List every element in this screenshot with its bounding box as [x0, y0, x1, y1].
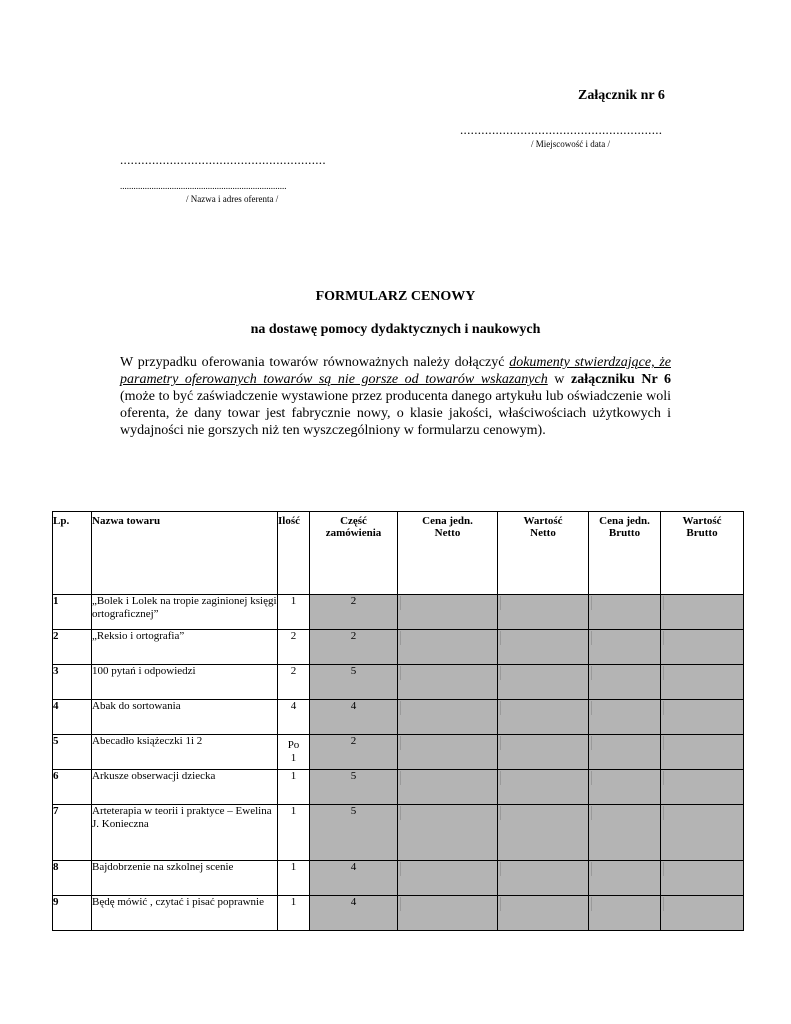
- row-qty: Po 1: [278, 735, 310, 770]
- bidder-name-line: ..........................................................: [120, 152, 326, 167]
- row-value-net-cell[interactable]: [498, 896, 589, 931]
- row-unit-gross-cell[interactable]: [589, 595, 661, 630]
- row-lp: 4: [53, 700, 92, 735]
- row-unit-gross-cell[interactable]: [589, 700, 661, 735]
- row-name: 100 pytań i odpowiedzi: [92, 665, 278, 700]
- table-row: [53, 896, 744, 931]
- header-unit-gross: [589, 512, 661, 595]
- row-unit-gross-cell[interactable]: [589, 805, 661, 861]
- row-value-net-cell[interactable]: [498, 770, 589, 805]
- row-lp: 5: [53, 735, 92, 770]
- row-value-net-cell[interactable]: [498, 700, 589, 735]
- row-qty: 1: [278, 805, 310, 861]
- row-unit-gross-cell[interactable]: [589, 665, 661, 700]
- para-text-1: W przypadku oferowania towarów równoważnych należy dołączyć: [120, 355, 510, 370]
- row-name: Bajdobrzenie na szkolnej scenie: [92, 861, 278, 896]
- header-part: [310, 512, 398, 595]
- row-unit-net-cell[interactable]: [398, 896, 498, 931]
- header-value-gross-l2: Brutto: [686, 527, 718, 539]
- row-unit-net-cell[interactable]: [398, 665, 498, 700]
- row-value-net-cell[interactable]: [498, 630, 589, 665]
- header-part-l2: zamówienia: [325, 527, 382, 539]
- row-value-gross-cell[interactable]: [661, 700, 744, 735]
- row-part: 2: [310, 735, 398, 770]
- row-name: Arkusze obserwacji dziecka: [92, 770, 278, 805]
- header-value-gross-l1: Wartość: [682, 515, 722, 527]
- row-part: 4: [310, 896, 398, 931]
- row-lp: 2: [53, 630, 92, 665]
- form-title: FORMULARZ CENOWY: [315, 289, 476, 304]
- row-name: Abecadło książeczki 1i 2: [92, 735, 278, 770]
- row-unit-net-cell[interactable]: [398, 861, 498, 896]
- row-part: 5: [310, 770, 398, 805]
- header-unit-net-l2: Netto: [434, 527, 461, 539]
- row-lp: 3: [53, 665, 92, 700]
- row-unit-gross-cell[interactable]: [589, 896, 661, 931]
- row-unit-gross-cell[interactable]: [589, 770, 661, 805]
- row-unit-net-cell[interactable]: [398, 700, 498, 735]
- row-value-net-cell[interactable]: [498, 595, 589, 630]
- para-text-2: w: [547, 372, 571, 387]
- header-unit-net-l1: Cena jedn.: [422, 515, 473, 527]
- place-date-caption: / Miejscowość i data /: [531, 139, 610, 149]
- row-value-gross-cell[interactable]: [661, 805, 744, 861]
- row-value-gross-cell[interactable]: [661, 630, 744, 665]
- row-unit-gross-cell[interactable]: [589, 630, 661, 665]
- row-value-gross-cell[interactable]: [661, 896, 744, 931]
- row-value-net-cell[interactable]: [498, 805, 589, 861]
- row-qty: 1: [278, 861, 310, 896]
- bidder-caption: / Nazwa i adres oferenta /: [186, 194, 279, 204]
- place-date-line: .........................................................: [460, 122, 663, 137]
- row-lp: 9: [53, 896, 92, 931]
- row-part: 4: [310, 700, 398, 735]
- row-part: 5: [310, 805, 398, 861]
- price-table: [52, 511, 744, 931]
- row-unit-net-cell[interactable]: [398, 595, 498, 630]
- para-text-3: (może to być zaświadczenie wystawione przez producenta danego artykułu lub oświadczenie woli oferenta, że dany towar jest fabrycznie nowy, o klasie jakości, właściwościach użytkowych i wydajności nie gorszych niż ten wyszczególniony w formularzu cenowym).: [120, 389, 671, 438]
- header-value-gross: [661, 512, 744, 595]
- row-lp: 6: [53, 770, 92, 805]
- row-value-net-cell[interactable]: [498, 861, 589, 896]
- row-value-gross-cell[interactable]: [661, 595, 744, 630]
- row-name: Abak do sortowania: [92, 700, 278, 735]
- header-value-net-l1: Wartość: [523, 515, 563, 527]
- table-row: [53, 861, 744, 896]
- row-value-gross-cell[interactable]: [661, 770, 744, 805]
- row-unit-net-cell[interactable]: [398, 735, 498, 770]
- row-unit-gross-cell[interactable]: [589, 735, 661, 770]
- row-value-net-cell[interactable]: [498, 665, 589, 700]
- bidder-address-line: ..........................................................................: [120, 181, 287, 191]
- row-lp: 1: [53, 595, 92, 630]
- table-row: [53, 735, 744, 770]
- row-part: 4: [310, 861, 398, 896]
- table-header-row: [53, 512, 744, 595]
- header-value-net-l2: Netto: [530, 527, 556, 539]
- table-row: [53, 805, 744, 861]
- row-value-gross-cell[interactable]: [661, 735, 744, 770]
- row-name: Będę mówić , czytać i pisać poprawnie: [92, 896, 278, 931]
- header-lp: Lp.: [53, 512, 92, 595]
- row-qty: 2: [278, 630, 310, 665]
- row-lp: 7: [53, 805, 92, 861]
- table-row: [53, 665, 744, 700]
- header-qty: Ilość: [278, 512, 310, 595]
- para-emphasis: dokumenty stwierdzające, że parametry oferowanych towarów są nie gorsze od towarów wskazanych: [120, 355, 671, 387]
- row-lp: 8: [53, 861, 92, 896]
- row-qty: 1: [278, 896, 310, 931]
- row-unit-net-cell[interactable]: [398, 630, 498, 665]
- header-unit-gross-l1: Cena jedn.: [599, 515, 650, 527]
- row-qty: 4: [278, 700, 310, 735]
- header-unit-net: [398, 512, 498, 595]
- row-qty: 2: [278, 665, 310, 700]
- form-subtitle: na dostawę pomocy dydaktycznych i naukowych: [250, 322, 541, 337]
- row-unit-gross-cell[interactable]: [589, 861, 661, 896]
- header-unit-gross-l2: Brutto: [608, 527, 641, 539]
- table-row: [53, 630, 744, 665]
- row-unit-net-cell[interactable]: [398, 770, 498, 805]
- header-part-l1: Część: [340, 515, 367, 527]
- row-qty: 1: [278, 595, 310, 630]
- row-part: 5: [310, 665, 398, 700]
- header-value-net: [498, 512, 589, 595]
- row-part: 2: [310, 630, 398, 665]
- annex-number: Załącznik nr 6: [578, 88, 665, 103]
- para-annex-ref: załączniku Nr 6: [571, 372, 671, 387]
- row-value-gross-cell[interactable]: [661, 665, 744, 700]
- row-name: „Reksio i ortografia”: [92, 630, 278, 665]
- row-name: „Bolek i Lolek na tropie zaginionej księgi ortograficznej”: [92, 595, 278, 630]
- row-value-net-cell[interactable]: [498, 735, 589, 770]
- row-part: 2: [310, 595, 398, 630]
- table-row: [53, 770, 744, 805]
- instructions-paragraph: [120, 354, 671, 439]
- row-qty: 1: [278, 770, 310, 805]
- row-unit-net-cell[interactable]: [398, 805, 498, 861]
- header-name: Nazwa towaru: [92, 512, 278, 595]
- table-row: [53, 700, 744, 735]
- row-name: Arteterapia w teorii i praktyce – Ewelina J. Konieczna: [92, 805, 278, 861]
- row-value-gross-cell[interactable]: [661, 861, 744, 896]
- table-row: [53, 595, 744, 630]
